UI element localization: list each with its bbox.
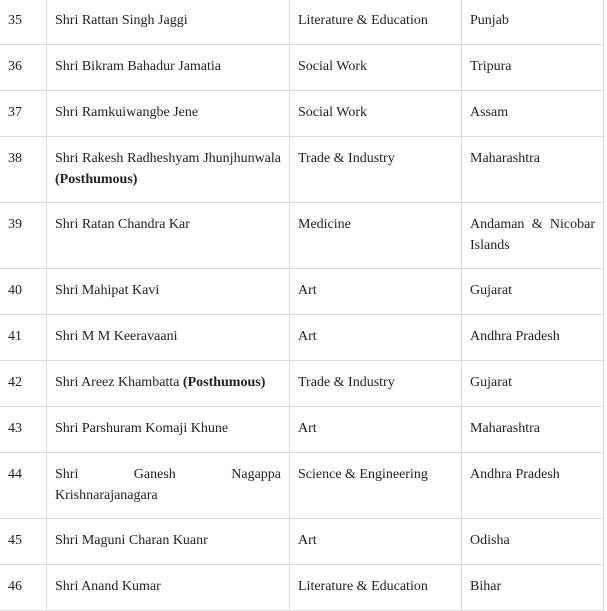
award-field: Literature & Education [290, 565, 462, 611]
awardee-state: Maharashtra [462, 137, 604, 203]
awardee-name [47, 565, 290, 611]
awardee-name [47, 269, 290, 315]
serial-number: 42 [0, 361, 47, 407]
serial-number: 39 [0, 203, 47, 269]
serial-number: 43 [0, 407, 47, 453]
serial-number: 46 [0, 565, 47, 611]
table-row [0, 137, 604, 203]
awardee-state: Bihar [462, 565, 604, 611]
name-text: Shri Parshuram Komaji Khune [55, 421, 229, 436]
table-row [0, 269, 604, 315]
awardee-state: Odisha [462, 519, 604, 565]
award-field: Social Work [290, 91, 462, 137]
awardee-state: Andhra Pradesh [462, 315, 604, 361]
table-row [0, 407, 604, 453]
award-field: Art [290, 519, 462, 565]
awardee-name [47, 407, 290, 453]
table-row [0, 519, 604, 565]
awardee-name [47, 315, 290, 361]
award-field: Social Work [290, 45, 462, 91]
table-row [0, 361, 604, 407]
awardee-name [47, 0, 290, 45]
awardee-state: Andaman & Nicobar Islands [462, 203, 604, 269]
awardee-state: Tripura [462, 45, 604, 91]
serial-number: 37 [0, 91, 47, 137]
serial-number: 38 [0, 137, 47, 203]
awardee-state: Andhra Pradesh [462, 453, 604, 519]
award-field: Medicine [290, 203, 462, 269]
awardee-state: Assam [462, 91, 604, 137]
serial-number: 45 [0, 519, 47, 565]
name-text: Shri Areez Khambatta [55, 375, 180, 390]
awardee-name [47, 361, 290, 407]
table-row [0, 203, 604, 269]
name-text: Shri Rakesh Radheshyam Jhunjhunwala [55, 151, 281, 166]
award-field: Art [290, 269, 462, 315]
award-field: Literature & Education [290, 0, 462, 45]
awardee-name [47, 519, 290, 565]
awardee-state: Gujarat [462, 361, 604, 407]
table-row [0, 565, 604, 611]
awardee-state: Gujarat [462, 269, 604, 315]
posthumous-label: (Posthumous) [55, 172, 138, 187]
award-field: Art [290, 407, 462, 453]
award-field: Science & Engineering [290, 453, 462, 519]
name-text: Shri Mahipat Kavi [55, 283, 160, 298]
awardee-name [47, 203, 290, 269]
awardee-name [47, 453, 290, 519]
table-row [0, 453, 604, 519]
serial-number: 44 [0, 453, 47, 519]
award-field: Art [290, 315, 462, 361]
serial-number: 36 [0, 45, 47, 91]
table-row [0, 315, 604, 361]
serial-number: 35 [0, 0, 47, 45]
awardee-name [47, 137, 290, 203]
award-field: Trade & Industry [290, 137, 462, 203]
award-field: Trade & Industry [290, 361, 462, 407]
table-row [0, 0, 604, 45]
table-row [0, 91, 604, 137]
name-text: Shri Ganesh Nagappa Krishnarajanagara [55, 467, 281, 503]
posthumous-label: (Posthumous) [182, 375, 266, 390]
serial-number: 40 [0, 269, 47, 315]
name-text: Shri Bikram Bahadur Jamatia [55, 59, 222, 74]
name-text: Shri Ratan Chandra Kar [55, 217, 190, 232]
name-text: Shri Anand Kumar [55, 579, 161, 594]
awardee-state: Maharashtra [462, 407, 604, 453]
name-text: Shri M M Keeravaani [55, 329, 178, 344]
serial-number: 41 [0, 315, 47, 361]
name-text: Shri Rattan Singh Jaggi [55, 13, 188, 28]
table-row [0, 45, 604, 91]
awardee-name [47, 45, 290, 91]
name-text: Shri Maguni Charan Kuanr [55, 533, 208, 548]
name-text: Shri Ramkuiwangbe Jene [55, 105, 199, 120]
awardee-name [47, 91, 290, 137]
awardee-state: Punjab [462, 0, 604, 45]
